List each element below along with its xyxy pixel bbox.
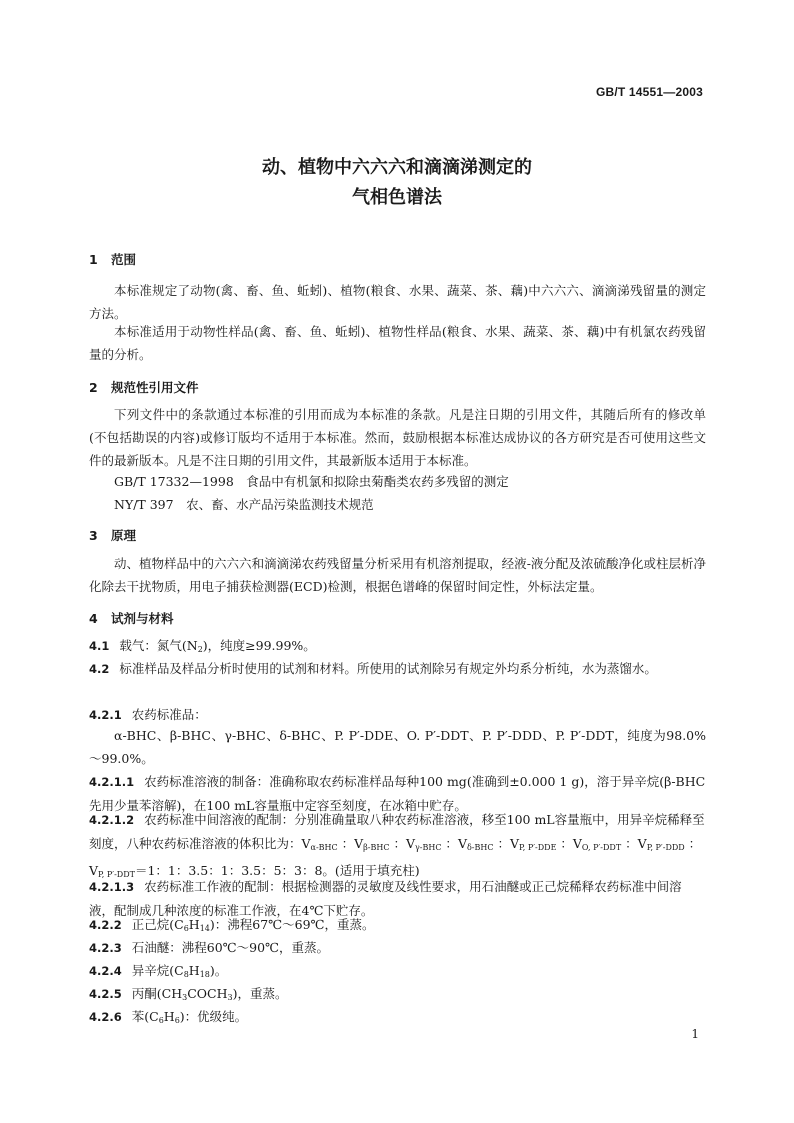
standard-code: GB/T 14551—2003 [595, 85, 703, 99]
section-1-paragraph-2: 本标准适用于动物性样品(禽、畜、鱼、蚯蚓)、植物性样品(粮食、水果、蔬菜、茶、藕)中有机氯农药残留量的分析。 [89, 324, 706, 362]
section-title: 范围 [111, 252, 137, 267]
clause-4-2-1: 4.2.1 农药标准品： [89, 707, 207, 722]
clause-4-2-3: 4.2.3 石油醚：沸程60℃～90℃，重蒸。 [89, 940, 330, 955]
section-4-heading [89, 609, 174, 627]
clause-number: 4.1 [89, 639, 110, 653]
reference-1: GB/T 17332—1998 食品中有机氯和拟除虫菊酯类农药多残留的测定 [114, 474, 509, 489]
section-title: 原理 [111, 528, 137, 543]
clause-4-2-5: 4.2.5 丙酮$(CH_3COCH_3)$，重蒸。 [89, 986, 288, 1002]
clause-number: 4.2.3 [89, 941, 122, 955]
clause-number: 4.2.1.3 [89, 880, 135, 894]
clause-4-2-1-2: 4.2.1.2 农药标准中间溶液的配制：分别准确量取八种农药标准溶液，移至100 mL容量瓶中，用异辛烷稀释至刻度，八种农药标准溶液的体积比为：$V_{\alpha-BHC}$ ：$V_{\beta-BHC}$ ：$V_{\gamma-BHC}$ ：$V_{\delta-BHC}$ ：$V_{P, P'-DDE}$ ：$V_{O, P'-DDT}$ ：$V_{P, P'-DDD}$ ：$V_{P, P'-DDT}=1$：1：3.5：1：3.5：5：3：8。(适用于填充柱) [89, 812, 705, 879]
document-title [0, 153, 794, 213]
pesticide-standards-list: α-BHC、β-BHC、γ-BHC、δ-BHC、P. P′-DDE、O. P′-DDT、P. P′-DDD、P. P′-DDT，纯度为98.0%～99.0%。 [89, 728, 706, 766]
section-2-heading [89, 378, 199, 396]
section-2-paragraph-1: 下列文件中的条款通过本标准的引用而成为本标准的条款。凡是注日期的引用文件，其随后所有的修改单(不包括勘误的内容)或修订版均不适用于本标准。然而，鼓励根据本标准达成协议的各方研究是否可使用这些文件的最新版本。凡是不注日期的引用文件，其最新版本适用于本标准。 [89, 407, 706, 468]
clause-4-1: 4.1 载气：氮气$(N_2)$，纯度≥99.99%。 [89, 638, 316, 654]
clause-4-2-1-1: 4.2.1.1 农药标准溶液的制备：准确称取农药标准样品每种100 mg(准确到±0.000 1 g)，溶于异辛烷(β-BHC先用少量苯溶解)，在100 mL容量瓶中定容至刻度，在冰箱中贮存。 [89, 774, 706, 813]
section-1-heading [89, 250, 136, 268]
section-1-paragraph-1: 本标准规定了动物(禽、畜、鱼、蚯蚓)、植物(粮食、水果、蔬菜、茶、藕)中六六六、滴滴涕残留量的测定方法。 [89, 283, 706, 321]
section-number: 4 [89, 611, 98, 626]
page-number: 1 [691, 1027, 699, 1041]
clause-4-2-1-3: 4.2.1.3 农药标准工作液的配制：根据检测器的灵敏度及线性要求，用石油醚或正己烷稀释农药标准中间溶液，配制成几种浓度的标准工作液，在4℃下贮存。 [89, 879, 682, 918]
clause-number: 4.2.1.2 [89, 813, 135, 827]
clause-number: 4.2.1.1 [89, 775, 135, 789]
section-number: 2 [89, 380, 98, 395]
title-line-1: 动、植物中六六六和滴滴涕测定的 [262, 157, 532, 178]
reference-2: NY/T 397 农、畜、水产品污染监测技术规范 [114, 497, 374, 512]
clause-number: 4.2.6 [89, 1010, 122, 1024]
section-title: 规范性引用文件 [111, 380, 199, 395]
section-title: 试剂与材料 [111, 611, 174, 626]
section-number: 1 [89, 252, 98, 267]
clause-number: 4.2.4 [89, 964, 122, 978]
title-line-2: 气相色谱法 [352, 187, 442, 208]
clause-4-2-4: 4.2.4 异辛烷$(C_8H_{18})$。 [89, 963, 228, 979]
clause-number: 4.2.2 [89, 918, 122, 932]
clause-number: 4.2.5 [89, 987, 122, 1001]
clause-number: 4.2 [89, 662, 110, 676]
volume-ratio-formula: $V_{\alpha-BHC}$ ：$V_{\beta-BHC}$ ：$V_{\gamma-BHC}$ ：$V_{\delta-BHC}$ ：$V_{P, P'-DDE}$ ：$V_{O, P'-DDT}$ ：$V_{P, P'-DDD}$ ：$V_{P, P'-DDT}=1$：1：3.5：1：3.5：5：3：8。(适用于填充柱) [89, 836, 702, 879]
clause-4-2-2: 4.2.2 正己烷$(C_6H_{14})$：沸程67℃～69℃，重蒸。 [89, 917, 375, 933]
section-3-paragraph-1: 动、植物样品中的六六六和滴滴涕农药残留量分析采用有机溶剂提取，经液-液分配及浓硫酸净化或柱层析净化除去干扰物质，用电子捕获检测器(ECD)检测，根据色谱峰的保留时间定性，外标法定量。 [89, 556, 706, 594]
section-3-heading [89, 526, 136, 544]
clause-number: 4.2.1 [89, 708, 122, 722]
section-number: 3 [89, 528, 98, 543]
clause-4-2: 4.2 标准样品及样品分析时使用的试剂和材料。所使用的试剂除另有规定外均系分析纯，水为蒸馏水。 [89, 661, 657, 676]
clause-4-2-6: 4.2.6 苯$(C_6H_6)$：优级纯。 [89, 1009, 248, 1025]
